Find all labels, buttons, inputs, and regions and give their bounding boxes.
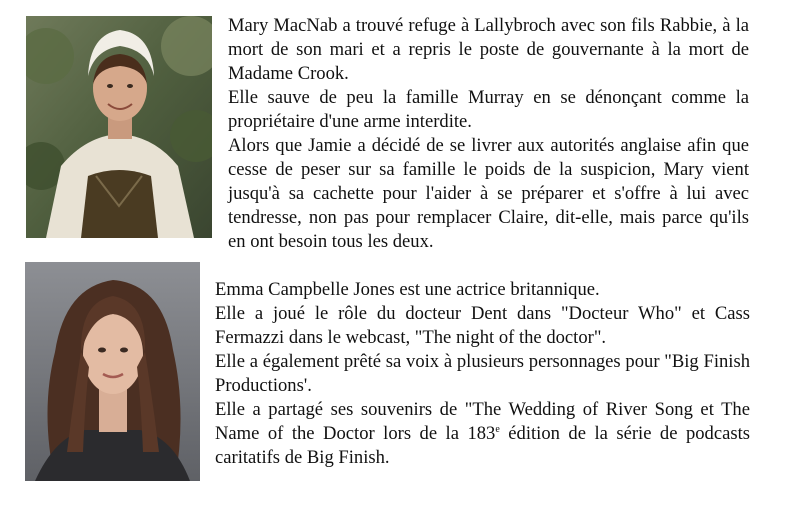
paragraph: Elle a également prêté sa voix à plusieurs personnages pour "Big Finish Productions'.: [215, 351, 750, 396]
character-photo: [26, 16, 212, 238]
character-description: [228, 14, 749, 254]
paragraph: Emma Campbelle Jones est une actrice britannique.: [215, 279, 600, 300]
paragraph: Elle sauve de peu la famille Murray en se dénonçant comme la propriétaire d'une arme interdite.: [228, 87, 749, 132]
paragraph: Elle a joué le rôle du docteur Dent dans "Docteur Who" et Cass Fermazzi dans le webcast, "The night of the doctor".: [215, 303, 750, 348]
actress-biography: [215, 278, 750, 470]
actress-photo: [25, 262, 200, 481]
paragraph-text-end: édition de la série de podcasts caritatifs de Big Finish.: [215, 423, 750, 468]
paragraph-text: Elle a partagé ses souvenirs de "The Wedding of River Song et The Name of the Doctor lors de la 183: [215, 399, 750, 444]
paragraph: Mary MacNab a trouvé refuge à Lallybroch avec son fils Rabbie, à la mort de son mari et a repris le poste de gouvernante à la mort de Madame Crook.: [228, 15, 749, 84]
ordinal-suffix: e: [495, 423, 500, 435]
paragraph: [215, 398, 750, 470]
paragraph: Alors que Jamie a décidé de se livrer aux autorités anglaise afin que cesse de peser sur sa famille le poids de la suspicion, Mary vient jusqu'à sa cachette pour l'aider à se préparer et s'offre à lui avec tendresse, non pas pour remplacer Claire, dit-elle, mais parce qu'ils en ont besoin tous les deux.: [228, 135, 749, 252]
